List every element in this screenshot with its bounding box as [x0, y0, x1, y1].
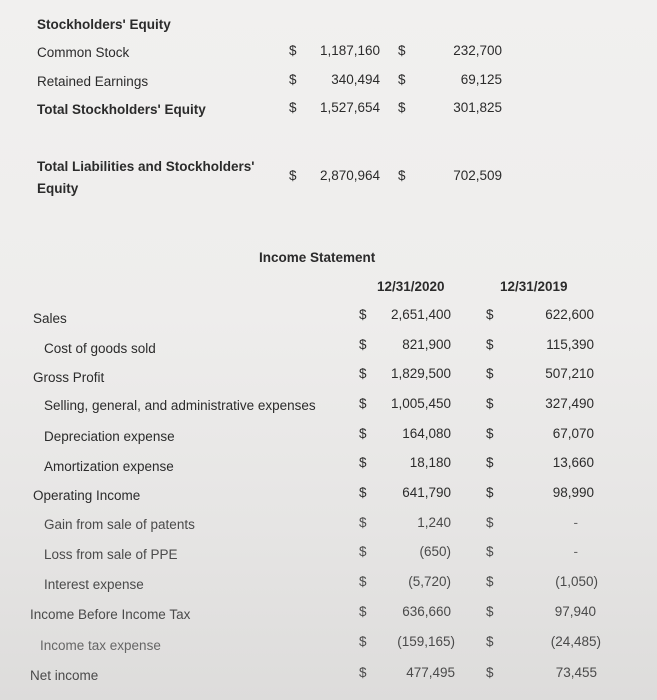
equity-label-total: Total Stockholders' Equity: [37, 102, 206, 117]
equity-sym2-common-stock: $: [398, 43, 406, 58]
income-sym2-depreciation: $: [486, 426, 494, 441]
income-statement-title: Income Statement: [259, 250, 376, 265]
income-val2-loss-ppe: -: [573, 544, 578, 559]
income-val1-net-income: 477,495: [406, 665, 455, 680]
income-sym2-amortization: $: [486, 455, 494, 470]
income-label-gross-profit: Gross Profit: [33, 370, 105, 385]
income-val2-gross-profit: 507,210: [545, 366, 594, 381]
equity-val2-common-stock: 232,700: [453, 43, 502, 58]
equity-val2-total: 301,825: [453, 100, 502, 115]
income-val2-interest: (1,050): [555, 574, 598, 589]
income-sym2-sales: $: [486, 307, 494, 322]
income-val1-amortization: 18,180: [409, 455, 451, 470]
income-label-amortization: Amortization expense: [44, 459, 174, 474]
income-sym2-operating-income: $: [486, 485, 494, 500]
income-val2-net-income: 73,455: [555, 665, 597, 680]
income-val2-tax-expense: (24,485): [550, 634, 601, 649]
income-val1-interest: (5,720): [408, 574, 451, 589]
total-liab-equity-val2: 702,509: [453, 168, 502, 183]
equity-val2-retained-earnings: 69,125: [460, 72, 502, 87]
income-val1-gross-profit: 1,829,500: [390, 366, 451, 381]
total-liab-equity-sym2: $: [398, 168, 406, 183]
income-col-2020: 12/31/2020: [377, 279, 445, 294]
income-val1-operating-income: 641,790: [402, 485, 451, 500]
income-label-depreciation: Depreciation expense: [44, 429, 175, 444]
income-sym1-depreciation: $: [359, 426, 367, 441]
total-liab-equity-sym1: $: [289, 168, 297, 183]
income-label-loss-ppe: Loss from sale of PPE: [44, 547, 178, 562]
income-sym1-gross-profit: $: [359, 366, 367, 381]
income-sym2-loss-ppe: $: [486, 544, 494, 559]
income-val2-gain-patents: -: [573, 515, 578, 530]
income-val2-operating-income: 98,990: [552, 485, 594, 500]
income-sym1-sga: $: [359, 396, 367, 411]
income-label-interest: Interest expense: [44, 577, 144, 592]
income-sym2-interest: $: [486, 574, 494, 589]
income-val2-before-tax: 97,940: [554, 604, 596, 619]
income-val1-depreciation: 164,080: [402, 426, 451, 441]
income-sym2-gross-profit: $: [486, 366, 494, 381]
income-sym1-gain-patents: $: [359, 515, 367, 530]
total-liab-equity-label-line2: Equity: [37, 181, 79, 196]
income-sym1-loss-ppe: $: [359, 544, 367, 559]
income-sym1-tax-expense: $: [359, 634, 367, 649]
income-sym1-operating-income: $: [359, 485, 367, 500]
equity-sym1-common-stock: $: [289, 43, 297, 58]
income-sym2-sga: $: [486, 396, 494, 411]
equity-label-retained-earnings: Retained Earnings: [37, 74, 149, 89]
income-sym1-interest: $: [359, 574, 367, 589]
income-val1-before-tax: 636,660: [402, 604, 451, 619]
income-label-sales: Sales: [33, 311, 67, 326]
equity-sym1-retained-earnings: $: [289, 72, 297, 87]
income-val1-loss-ppe: (650): [419, 544, 451, 559]
income-label-net-income: Net income: [30, 668, 99, 683]
equity-sym2-retained-earnings: $: [398, 72, 406, 87]
income-sym1-net-income: $: [359, 665, 367, 680]
income-sym1-amortization: $: [359, 455, 367, 470]
equity-label-common-stock: Common Stock: [37, 45, 130, 60]
equity-val1-total: 1,527,654: [319, 100, 380, 115]
income-label-cogs: Cost of goods sold: [44, 341, 156, 356]
income-sym1-sales: $: [359, 307, 367, 322]
income-sym2-tax-expense: $: [486, 634, 494, 649]
total-liab-equity-val1: 2,870,964: [319, 168, 380, 183]
equity-sym1-total: $: [289, 100, 297, 115]
income-val2-sales: 622,600: [545, 307, 594, 322]
income-val1-tax-expense: (159,165): [397, 634, 455, 649]
income-val2-cogs: 115,390: [546, 337, 594, 352]
income-label-sga: Selling, general, and administrative expenses: [44, 398, 316, 413]
total-liab-equity-label-line1: Total Liabilities and Stockholders': [37, 159, 255, 174]
income-label-operating-income: Operating Income: [33, 488, 141, 503]
income-col-2019: 12/31/2019: [500, 279, 568, 294]
income-sym2-cogs: $: [486, 337, 494, 352]
income-sym1-before-tax: $: [359, 604, 367, 619]
income-val1-sales: 2,651,400: [390, 307, 451, 322]
income-label-gain-patents: Gain from sale of patents: [44, 517, 195, 532]
equity-sym2-total: $: [398, 100, 406, 115]
income-sym2-gain-patents: $: [486, 515, 494, 530]
income-label-tax-expense: Income tax expense: [40, 638, 161, 653]
income-val2-sga: 327,490: [545, 396, 594, 411]
equity-header: Stockholders' Equity: [37, 17, 171, 32]
income-sym2-net-income: $: [486, 665, 494, 680]
income-sym1-cogs: $: [359, 337, 367, 352]
income-val2-depreciation: 67,070: [552, 426, 594, 441]
income-val2-amortization: 13,660: [552, 455, 594, 470]
income-val1-sga: 1,005,450: [390, 396, 451, 411]
income-sym2-before-tax: $: [486, 604, 494, 619]
income-label-before-tax: Income Before Income Tax: [30, 607, 191, 622]
income-val1-cogs: 821,900: [402, 337, 451, 352]
equity-val1-common-stock: 1,187,160: [319, 43, 380, 58]
equity-val1-retained-earnings: 340,494: [331, 72, 380, 87]
income-val1-gain-patents: 1,240: [417, 515, 451, 530]
